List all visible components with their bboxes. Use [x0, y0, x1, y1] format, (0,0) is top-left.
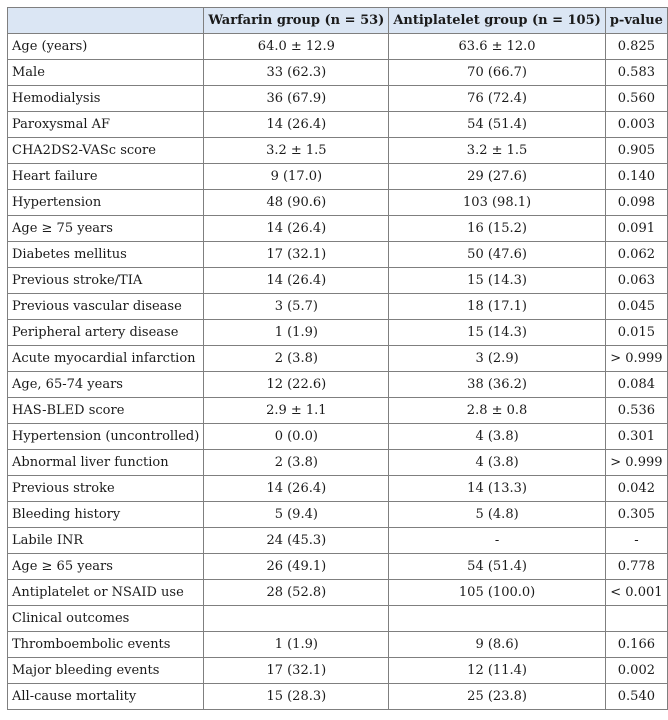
table-row — [8, 34, 668, 60]
row-label-cell: CHA2DS2-VASc score — [8, 138, 204, 164]
header-antiplatelet-group: Antiplatelet group (n = 105) — [389, 8, 605, 34]
table-row — [8, 580, 668, 606]
antiplatelet-value-cell: 105 (100.0) — [389, 580, 605, 606]
p-value-cell: 0.042 — [605, 476, 667, 502]
warfarin-value-cell: 2.9 ± 1.1 — [204, 398, 389, 424]
table-row — [8, 216, 668, 242]
warfarin-value-cell: 36 (67.9) — [204, 86, 389, 112]
antiplatelet-value-cell: 70 (66.7) — [389, 60, 605, 86]
row-label-cell: Age (years) — [8, 34, 204, 60]
p-value-cell: - — [605, 528, 667, 554]
p-value-cell: < 0.001 — [605, 580, 667, 606]
table-row — [8, 242, 668, 268]
p-value-cell: 0.540 — [605, 684, 667, 710]
antiplatelet-value-cell: 12 (11.4) — [389, 658, 605, 684]
table-row — [8, 190, 668, 216]
p-value-cell: 0.045 — [605, 294, 667, 320]
antiplatelet-value-cell: 15 (14.3) — [389, 268, 605, 294]
row-label-cell: Peripheral artery disease — [8, 320, 204, 346]
warfarin-value-cell: 3.2 ± 1.5 — [204, 138, 389, 164]
table-row — [8, 398, 668, 424]
row-label-cell: Thromboembolic events — [8, 632, 204, 658]
p-value-cell: 0.305 — [605, 502, 667, 528]
row-label-cell: Previous stroke — [8, 476, 204, 502]
antiplatelet-value-cell: 63.6 ± 12.0 — [389, 34, 605, 60]
table-row — [8, 294, 668, 320]
table-row — [8, 606, 668, 632]
p-value-cell: 0.536 — [605, 398, 667, 424]
antiplatelet-value-cell: 16 (15.2) — [389, 216, 605, 242]
table-row — [8, 86, 668, 112]
table-row — [8, 632, 668, 658]
p-value-cell: 0.166 — [605, 632, 667, 658]
antiplatelet-value-cell — [389, 606, 605, 632]
table-row — [8, 268, 668, 294]
row-label-cell: Age, 65-74 years — [8, 372, 204, 398]
warfarin-value-cell: 17 (32.1) — [204, 242, 389, 268]
antiplatelet-value-cell: 15 (14.3) — [389, 320, 605, 346]
table-row — [8, 320, 668, 346]
p-value-cell: 0.062 — [605, 242, 667, 268]
antiplatelet-value-cell: - — [389, 528, 605, 554]
antiplatelet-value-cell: 38 (36.2) — [389, 372, 605, 398]
warfarin-value-cell: 5 (9.4) — [204, 502, 389, 528]
header-warfarin-group: Warfarin group (n = 53) — [204, 8, 389, 34]
warfarin-value-cell: 33 (62.3) — [204, 60, 389, 86]
warfarin-value-cell: 15 (28.3) — [204, 684, 389, 710]
table-row — [8, 164, 668, 190]
p-value-cell: 0.301 — [605, 424, 667, 450]
antiplatelet-value-cell: 14 (13.3) — [389, 476, 605, 502]
warfarin-value-cell: 14 (26.4) — [204, 268, 389, 294]
p-value-cell: 0.778 — [605, 554, 667, 580]
antiplatelet-value-cell: 103 (98.1) — [389, 190, 605, 216]
p-value-cell: 0.140 — [605, 164, 667, 190]
table-row — [8, 684, 668, 710]
header-p-value: p-value — [605, 8, 667, 34]
antiplatelet-value-cell: 4 (3.8) — [389, 450, 605, 476]
table-row — [8, 502, 668, 528]
warfarin-value-cell: 14 (26.4) — [204, 216, 389, 242]
antiplatelet-value-cell: 2.8 ± 0.8 — [389, 398, 605, 424]
antiplatelet-value-cell: 54 (51.4) — [389, 554, 605, 580]
p-value-cell: > 0.999 — [605, 450, 667, 476]
p-value-cell: 0.825 — [605, 34, 667, 60]
warfarin-value-cell — [204, 606, 389, 632]
warfarin-value-cell: 3 (5.7) — [204, 294, 389, 320]
antiplatelet-value-cell: 4 (3.8) — [389, 424, 605, 450]
table-row — [8, 424, 668, 450]
antiplatelet-value-cell: 54 (51.4) — [389, 112, 605, 138]
table-row — [8, 346, 668, 372]
p-value-cell: 0.015 — [605, 320, 667, 346]
warfarin-value-cell: 2 (3.8) — [204, 450, 389, 476]
p-value-cell: 0.003 — [605, 112, 667, 138]
warfarin-value-cell: 1 (1.9) — [204, 632, 389, 658]
table-row — [8, 476, 668, 502]
row-label-cell: Heart failure — [8, 164, 204, 190]
row-label-cell: Age ≥ 65 years — [8, 554, 204, 580]
table-container — [7, 7, 668, 710]
antiplatelet-value-cell: 3 (2.9) — [389, 346, 605, 372]
table-row — [8, 372, 668, 398]
warfarin-value-cell: 0 (0.0) — [204, 424, 389, 450]
row-label-cell: Male — [8, 60, 204, 86]
warfarin-value-cell: 24 (45.3) — [204, 528, 389, 554]
row-label-cell: Acute myocardial infarction — [8, 346, 204, 372]
antiplatelet-value-cell: 76 (72.4) — [389, 86, 605, 112]
antiplatelet-value-cell: 29 (27.6) — [389, 164, 605, 190]
table-row — [8, 138, 668, 164]
p-value-cell: 0.560 — [605, 86, 667, 112]
row-label-cell: Previous stroke/TIA — [8, 268, 204, 294]
antiplatelet-value-cell: 25 (23.8) — [389, 684, 605, 710]
p-value-cell: > 0.999 — [605, 346, 667, 372]
row-label-cell: HAS-BLED score — [8, 398, 204, 424]
row-label-cell: Hemodialysis — [8, 86, 204, 112]
warfarin-value-cell: 2 (3.8) — [204, 346, 389, 372]
table-row — [8, 554, 668, 580]
row-label-cell: All-cause mortality — [8, 684, 204, 710]
row-label-cell: Antiplatelet or NSAID use — [8, 580, 204, 606]
row-label-cell: Major bleeding events — [8, 658, 204, 684]
row-label-cell: Abnormal liver function — [8, 450, 204, 476]
p-value-cell: 0.583 — [605, 60, 667, 86]
antiplatelet-value-cell: 5 (4.8) — [389, 502, 605, 528]
warfarin-value-cell: 14 (26.4) — [204, 476, 389, 502]
antiplatelet-value-cell: 9 (8.6) — [389, 632, 605, 658]
p-value-cell — [605, 606, 667, 632]
p-value-cell: 0.098 — [605, 190, 667, 216]
warfarin-value-cell: 64.0 ± 12.9 — [204, 34, 389, 60]
table-row — [8, 112, 668, 138]
header-blank-cell — [8, 8, 204, 34]
table-row — [8, 658, 668, 684]
row-label-cell: Hypertension — [8, 190, 204, 216]
antiplatelet-value-cell: 50 (47.6) — [389, 242, 605, 268]
warfarin-value-cell: 14 (26.4) — [204, 112, 389, 138]
table-row — [8, 528, 668, 554]
comparison-table — [7, 7, 668, 710]
row-label-cell: Age ≥ 75 years — [8, 216, 204, 242]
warfarin-value-cell: 12 (22.6) — [204, 372, 389, 398]
table-row — [8, 60, 668, 86]
row-label-cell: Bleeding history — [8, 502, 204, 528]
row-label-cell: Diabetes mellitus — [8, 242, 204, 268]
p-value-cell: 0.063 — [605, 268, 667, 294]
row-label-cell: Hypertension (uncontrolled) — [8, 424, 204, 450]
p-value-cell: 0.084 — [605, 372, 667, 398]
warfarin-value-cell: 9 (17.0) — [204, 164, 389, 190]
antiplatelet-value-cell: 18 (17.1) — [389, 294, 605, 320]
warfarin-value-cell: 48 (90.6) — [204, 190, 389, 216]
header-row — [8, 8, 668, 34]
warfarin-value-cell: 26 (49.1) — [204, 554, 389, 580]
warfarin-value-cell: 28 (52.8) — [204, 580, 389, 606]
table-body — [8, 34, 668, 710]
p-value-cell: 0.091 — [605, 216, 667, 242]
warfarin-value-cell: 1 (1.9) — [204, 320, 389, 346]
row-label-cell: Paroxysmal AF — [8, 112, 204, 138]
p-value-cell: 0.905 — [605, 138, 667, 164]
row-label-cell: Labile INR — [8, 528, 204, 554]
row-label-cell: Clinical outcomes — [8, 606, 204, 632]
antiplatelet-value-cell: 3.2 ± 1.5 — [389, 138, 605, 164]
warfarin-value-cell: 17 (32.1) — [204, 658, 389, 684]
row-label-cell: Previous vascular disease — [8, 294, 204, 320]
p-value-cell: 0.002 — [605, 658, 667, 684]
table-row — [8, 450, 668, 476]
